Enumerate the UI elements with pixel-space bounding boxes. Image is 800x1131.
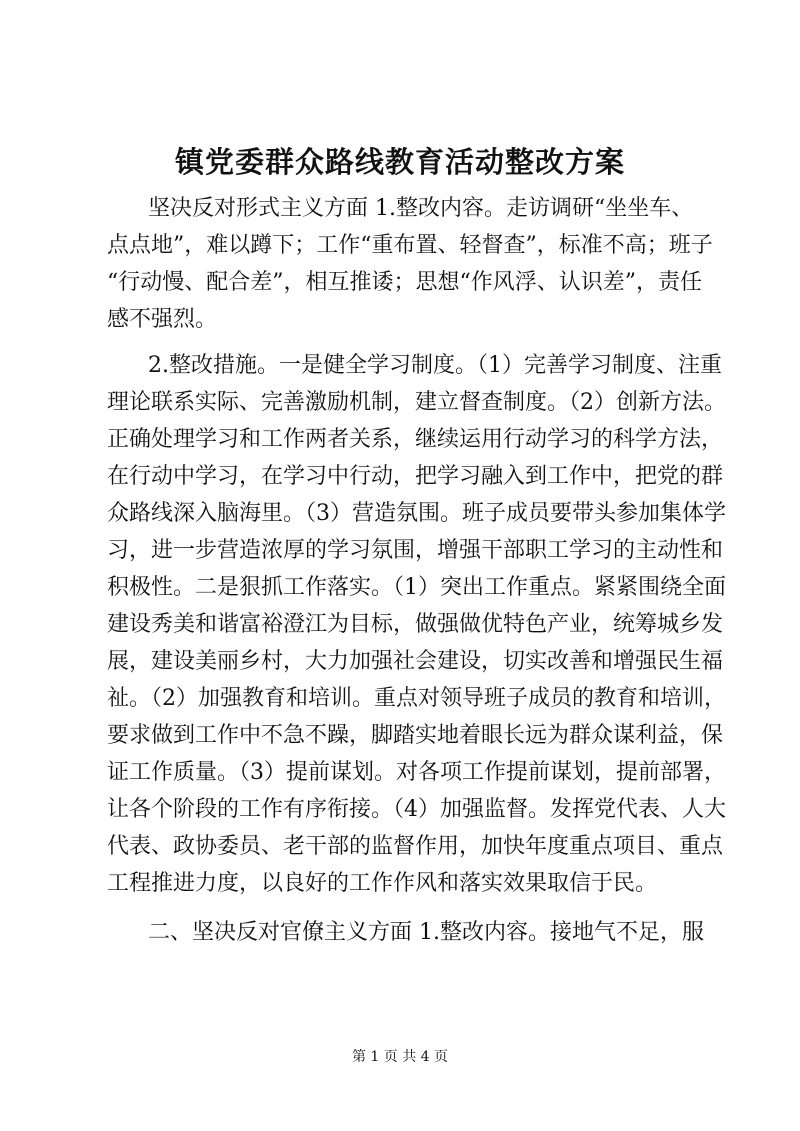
paragraph-line: 感不强烈。 [107,307,218,332]
paragraph-line: 点点地”，难以蹲下；工作“重布置、轻督查”，标准不高；班子 [107,233,713,258]
page-title: 镇党委群众路线教育活动整改方案 [174,145,625,179]
paragraph-line: 2.整改措施。一是健全学习制度。（1）完善学习制度、注重 [148,353,722,378]
paragraph-line: 展，建设美丽乡村，大力加强社会建设，切实改善和增强民生福 [107,649,724,674]
paragraph-line: 让各个阶段的工作有序衔接。（4）加强监督。发挥党代表、人大 [107,797,726,822]
paragraph-line: “行动慢、配合差”，相互推诿；思想“作风浮、认识差”，责任 [107,270,702,295]
paragraph-line: 习，进一步营造浓厚的学习氛围，增强干部职工学习的主动性和 [107,538,724,563]
paragraph-line: 工程推进力度，以良好的工作作风和落实效果取信于民。 [107,871,658,896]
paragraph-line: 众路线深入脑海里。（3）营造氛围。班子成员要带头参加集体学 [107,501,726,526]
paragraph-line: 要求做到工作中不急不躁，脚踏实地着眼长远为群众谋利益，保 [107,723,724,748]
paragraph-line: 积极性。二是狠抓工作落实。（1）突出工作重点。紧紧围绕全面 [107,575,726,600]
paragraph-line: 理论联系实际、完善激励机制，建立督查制度。（2）创新方法。 [107,390,726,415]
paragraph-line: 在行动中学习，在学习中行动，把学习融入到工作中，把党的群 [107,464,724,489]
paragraph-line: 证工作质量。（3）提前谋划。对各项工作提前谋划，提前部署， [107,760,726,785]
paragraph-line: 代表、政协委员、老干部的监督作用，加快年度重点项目、重点 [107,834,724,859]
page-number-footer: 第 1 页 共 4 页 [351,1049,449,1065]
paragraph-line: 祉。（2）加强教育和培训。重点对领导班子成员的教育和培训， [107,686,726,711]
paragraph-line: 坚决反对形式主义方面 1.整改内容。走访调研“坐坐车、 [148,196,694,221]
paragraph-line: 建设秀美和谐富裕澄江为目标，做强做优特色产业，统筹城乡发 [107,612,724,637]
paragraph-line: 二、坚决反对官僚主义方面 1.整改内容。接地气不足，服 [148,920,704,945]
paragraph-line: 正确处理学习和工作两者关系，继续运用行动学习的科学方法， [107,427,724,452]
